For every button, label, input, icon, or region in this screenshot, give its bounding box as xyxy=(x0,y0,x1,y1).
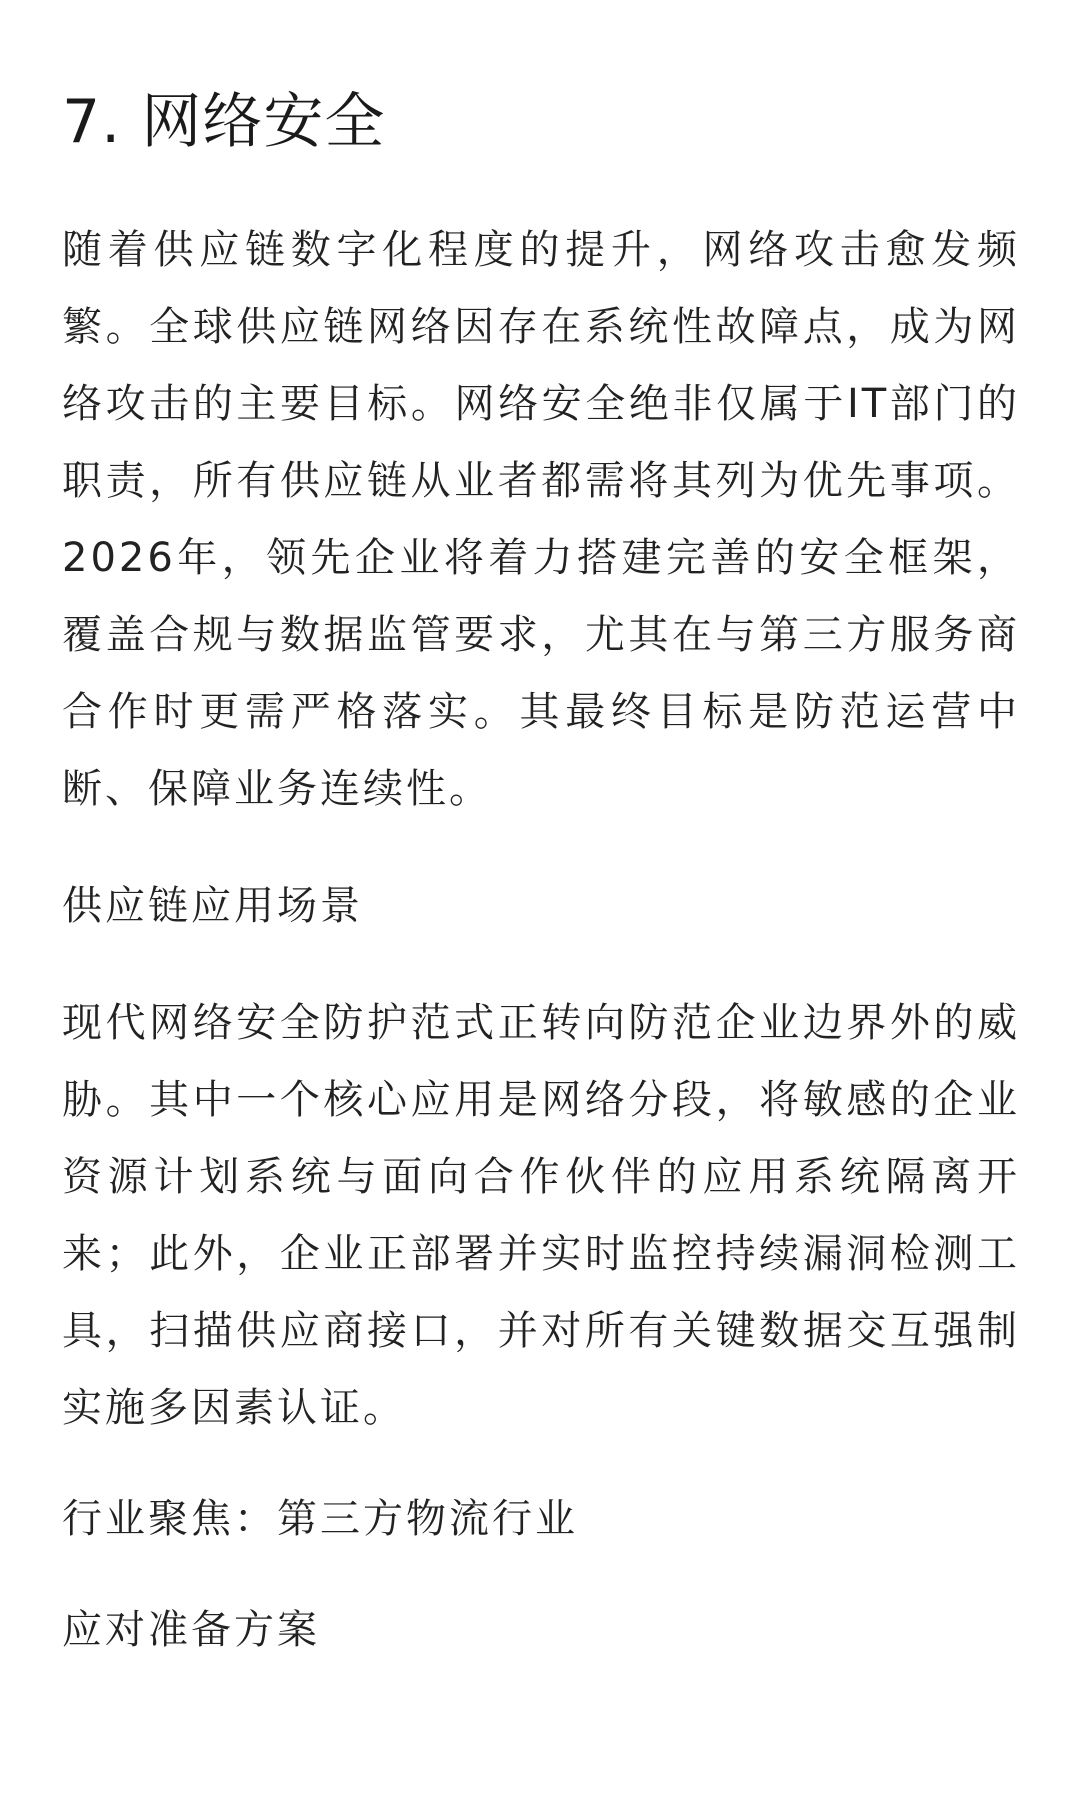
subheading-use-cases: 供应链应用场景 xyxy=(62,883,363,929)
intro-paragraph: 随着供应链数字化程度的提升，网络攻击愈发频繁。全球供应链网络因存在系统性故障点，成为网络攻击的主要目标。网络安全绝非仅属于IT部门的职责，所有供应链从业者都需将其列为优先事项。2026年，领先企业将着力搭建完善的安全框架，覆盖合规与数据监管要求，尤其在与第三方服务商合作时更需严格落实。其最终目标是防范运营中断、保障业务连续性。 xyxy=(62,227,1020,812)
subheading-preparedness: 应对准备方案 xyxy=(62,1607,320,1653)
article xyxy=(62,0,1020,1669)
use-cases-paragraph: 现代网络安全防护范式正转向防范企业边界外的威胁。其中一个核心应用是网络分段，将敏感的企业资源计划系统与面向合作伙伴的应用系统隔离开来；此外，企业正部署并实时监控持续漏洞检测工具，扫描供应商接口，并对所有关键数据交互强制实施多因素认证。 xyxy=(62,1000,1020,1431)
section-heading: 7. 网络安全 xyxy=(62,87,386,157)
subheading-industry-focus: 行业聚焦：第三方物流行业 xyxy=(62,1496,578,1542)
